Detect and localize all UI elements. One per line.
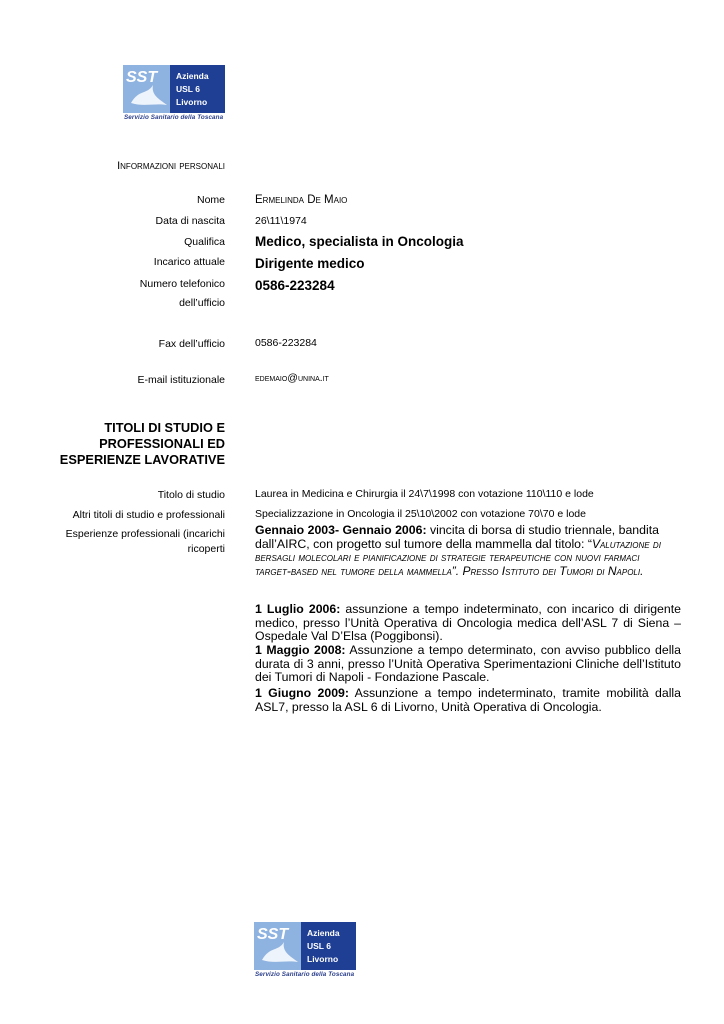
experience-1-tail: ”. Presso Istituto dei Tumori di Napoli. [451,563,644,578]
studies-heading-line1: TITOLI DI STUDIO E [104,420,225,435]
experience-1-title: Valutazione di bersagli molecolari e pianificazione di strategie terapeutiche con nuovi farmaci target-based nel tumore della mammella [255,536,661,578]
name-label: Nome [196,194,225,206]
qualification-value: Medico, specialista in Oncologia [255,234,464,249]
phone-label-2: dell’ufficio [179,297,225,309]
degree-label: Titolo di studio [157,489,225,501]
phone-label: Numero telefonico [139,278,225,290]
degree-value: Laurea in Medicina e Chirurgia il 24\7\1998 con votazione 110\110 e lode [255,488,594,500]
logo-tagline: Servizio Sanitario della Toscana [124,114,224,121]
experience-2-date: 1 Luglio 2006: [255,602,341,616]
email-at: @ [287,372,298,384]
experience-4 [255,687,681,714]
experience-1 [255,524,673,578]
birthdate-label: Data di nascita [155,215,225,227]
experience-4-text: Assunzione a tempo indeterminato, tramite mobilità dalla ASL7, presso la ASL 6 di Livorno, Unità Operativa di Oncologia. [255,686,681,714]
footer-logo-line2: USL 6 [307,941,331,951]
studies-heading-line2: PROFESSIONALI ED [99,436,225,451]
footer-logo-sst: SST [257,926,289,943]
fax-value: 0586-223284 [255,337,317,349]
logo-line2: USL 6 [176,84,200,94]
experience-4-date: 1 Giugno 2009: [255,686,349,700]
footer-logo-emblem [254,922,356,970]
fax-label: Fax dell’ufficio [158,338,225,350]
position-value: Dirigente medico [255,256,365,271]
header-logo [123,65,229,125]
footer-logo-line3: Livorno [307,954,339,964]
email-user: edemaio [255,373,288,384]
experience-3-text: Assunzione a tempo determinato, con avviso pubblico della durata di 3 anni, presso l’Unità Operativa Sperimentazioni Cliniche dell’Istituto dei Tumori di Napoli - Fondazione Pascale. [255,643,681,685]
studies-heading [60,420,225,468]
experience-2 [255,603,681,644]
personal-info-heading: Informazioni personali [117,160,225,172]
footer-logo [254,922,360,982]
logo-line3: Livorno [176,97,208,107]
other-titles-value: Specializzazione in Oncologia il 25\10\2002 con votazione 70\70 e lode [255,508,586,520]
experience-2-text: assunzione a tempo indeterminato, con incarico di dirigente medico, presso l’Unità Operativa di Oncologia medica dell’ASL 7 di Siena – Ospedale Val D’Elsa (Poggibonsi). [255,602,681,644]
logo-line1: Azienda [176,71,209,81]
other-titles-label: Altri titoli di studio e professionali [72,509,225,521]
email-value[interactable] [255,372,329,384]
experience-label: Esperienze professionali (incarichi [65,528,225,540]
footer-logo-line1: Azienda [307,928,340,938]
email-label: E-mail istituzionale [137,374,225,386]
logo-emblem [123,65,225,113]
experience-3 [255,644,681,685]
experience-1-date: Gennaio 2003- Gennaio 2006: [255,523,427,537]
birthdate-value: 26\11\1974 [255,215,307,227]
experience-label-2: ricoperti [187,543,225,555]
qualification-label: Qualifica [184,236,225,248]
phone-value: 0586-223284 [255,278,335,293]
position-label: Incarico attuale [153,256,225,268]
footer-logo-tagline: Servizio Sanitario della Toscana [255,971,355,978]
experience-1-text: vincita di borsa di studio triennale, bandita dall’AIRC, con progetto sul tumore della mammella dal titolo: “ [255,523,659,551]
email-domain: unina.it [297,373,329,384]
experience-3-date: 1 Maggio 2008: [255,643,346,657]
name-value: Ermelinda De Maio [255,194,348,206]
logo-sst: SST [126,69,158,86]
studies-heading-line3: ESPERIENZE LAVORATIVE [59,452,225,467]
